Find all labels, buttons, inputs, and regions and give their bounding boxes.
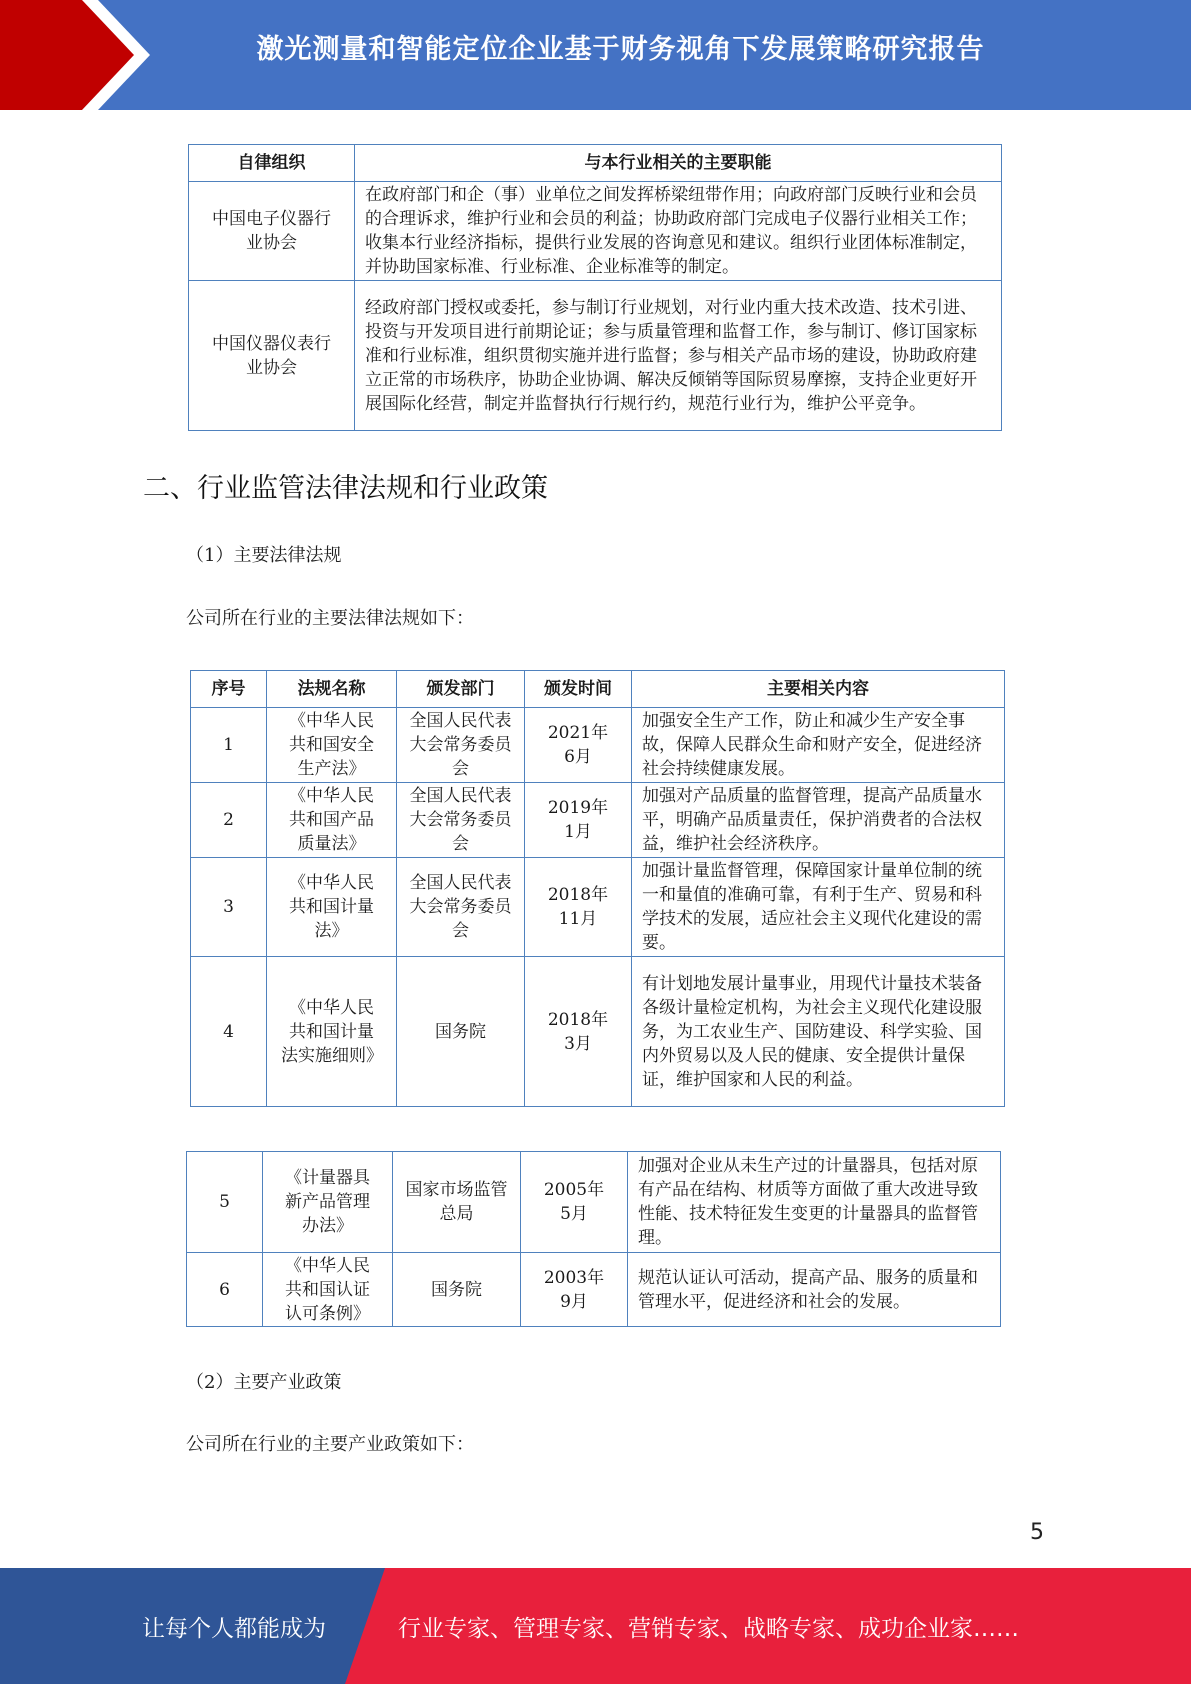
law-date: 2019年1月	[525, 783, 632, 858]
table-row	[187, 1253, 1001, 1327]
law-number: 5	[187, 1152, 263, 1253]
section-heading: 二、行业监管法律法规和行业政策	[143, 473, 548, 504]
law-table	[190, 670, 1005, 1107]
law-content: 有计划地发展计量事业，用现代计量技术装备各级计量检定机构，为社会主义现代化建设服务，为工农业生产、国防建设、科学实验、国内外贸易以及人民的健康、安全提供计量保证，维护国家和人民的利益。	[632, 957, 1005, 1107]
table-row	[191, 783, 1005, 858]
column-header: 主要相关内容	[632, 671, 1005, 708]
org-table	[188, 144, 1002, 431]
law-content: 加强对企业从未生产过的计量器具，包括对原有产品在结构、材质等方面做了重大改进导致性能、技术特征发生变更的计量器具的监督管理。	[628, 1152, 1001, 1253]
subsection-heading: （1）主要法律法规	[186, 545, 342, 566]
law-department: 国家市场监管总局	[393, 1152, 521, 1253]
law-department: 全国人民代表大会常务委员会	[397, 783, 525, 858]
law-date: 2003年9月	[521, 1253, 628, 1327]
law-content: 加强对产品质量的监督管理，提高产品质量水平，明确产品质量责任，保护消费者的合法权益，维护社会经济秩序。	[632, 783, 1005, 858]
law-number: 3	[191, 858, 267, 957]
law-department: 国务院	[393, 1253, 521, 1327]
law-number: 6	[187, 1253, 263, 1327]
law-number: 2	[191, 783, 267, 858]
column-header: 法规名称	[267, 671, 397, 708]
law-table-continued	[186, 1151, 1001, 1327]
column-header: 序号	[191, 671, 267, 708]
page-footer	[0, 1568, 1191, 1684]
subsection-heading: （2）主要产业政策	[186, 1372, 342, 1393]
table-row	[189, 281, 1002, 431]
law-content: 规范认证认可活动，提高产品、服务的质量和管理水平，促进经济和社会的发展。	[628, 1253, 1001, 1327]
law-date: 2021年6月	[525, 708, 632, 783]
table-row	[191, 708, 1005, 783]
org-name: 中国仪器仪表行业协会	[189, 281, 355, 431]
table-row	[189, 182, 1002, 281]
law-department: 国务院	[397, 957, 525, 1107]
law-department: 全国人民代表大会常务委员会	[397, 858, 525, 957]
column-header: 自律组织	[189, 145, 355, 182]
law-date: 2018年11月	[525, 858, 632, 957]
table-header-row	[191, 671, 1005, 708]
law-name: 《中华人民共和国安全生产法》	[267, 708, 397, 783]
footer-slogan-right: 行业专家、管理专家、营销专家、战略专家、成功企业家……	[398, 1616, 1019, 1642]
law-name: 《中华人民共和国计量法》	[267, 858, 397, 957]
footer-slogan-left: 让每个人都能成为	[142, 1616, 326, 1642]
law-department: 全国人民代表大会常务委员会	[397, 708, 525, 783]
law-content: 加强安全生产工作，防止和减少生产安全事故，保障人民群众生命和财产安全，促进经济社会持续健康发展。	[632, 708, 1005, 783]
org-function: 经政府部门授权或委托，参与制订行业规划，对行业内重大技术改造、技术引进、投资与开发项目进行前期论证；参与质量管理和监督工作，参与制订、修订国家标准和行业标准，组织贯彻实施并进行监督；参与相关产品市场的建设，协助政府建立正常的市场秩序，协助企业协调、解决反倾销等国际贸易摩擦，支持企业更好开展国际化经营，制定并监督执行行规行约，规范行业行为，维护公平竞争。	[355, 281, 1002, 431]
paragraph: 公司所在行业的主要产业政策如下：	[186, 1434, 474, 1455]
table-header-row	[189, 145, 1002, 182]
law-number: 1	[191, 708, 267, 783]
column-header: 颁发时间	[525, 671, 632, 708]
page-number: 5	[1030, 1520, 1044, 1545]
report-title: 激光测量和智能定位企业基于财务视角下发展策略研究报告	[256, 34, 985, 65]
paragraph: 公司所在行业的主要法律法规如下：	[186, 608, 474, 629]
table-row	[191, 957, 1005, 1107]
column-header: 与本行业相关的主要职能	[355, 145, 1002, 182]
org-name: 中国电子仪器行业协会	[189, 182, 355, 281]
law-name: 《中华人民共和国计量法实施细则》	[267, 957, 397, 1107]
law-name: 《计量器具新产品管理办法》	[263, 1152, 393, 1253]
law-content: 加强计量监督管理，保障国家计量单位制的统一和量值的准确可靠，有利于生产、贸易和科学技术的发展，适应社会主义现代化建设的需要。	[632, 858, 1005, 957]
table-row	[191, 858, 1005, 957]
law-date: 2005年5月	[521, 1152, 628, 1253]
law-number: 4	[191, 957, 267, 1107]
law-date: 2018年3月	[525, 957, 632, 1107]
header-arrow-red	[0, 0, 134, 110]
table-row	[187, 1152, 1001, 1253]
page-header	[0, 0, 1191, 110]
law-name: 《中华人民共和国认证认可条例》	[263, 1253, 393, 1327]
column-header: 颁发部门	[397, 671, 525, 708]
law-name: 《中华人民共和国产品质量法》	[267, 783, 397, 858]
org-function: 在政府部门和企（事）业单位之间发挥桥梁纽带作用；向政府部门反映行业和会员的合理诉求，维护行业和会员的利益；协助政府部门完成电子仪器行业相关工作；收集本行业经济指标，提供行业发展的咨询意见和建议。组织行业团体标准制定，并协助国家标准、行业标准、企业标准等的制定。	[355, 182, 1002, 281]
